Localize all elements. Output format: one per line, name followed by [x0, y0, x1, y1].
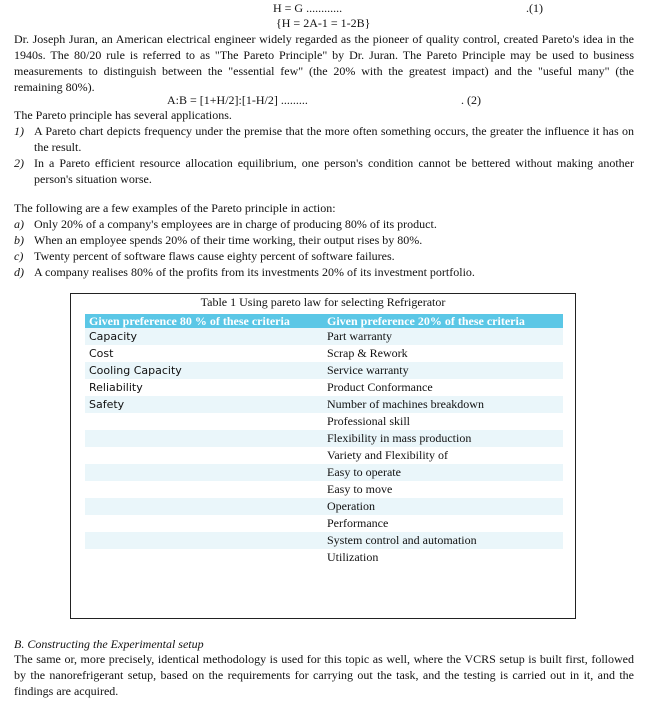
cell-20-percent-criterion: Utilization [323, 549, 563, 566]
list-item-text: When an employee spends 20% of their time working, their output rises by 80%. [34, 233, 423, 247]
examples-heading: The following are a few examples of the Pareto principle in action: [14, 201, 336, 215]
cell-20-percent-criterion: Part warranty [323, 328, 563, 345]
applications-heading: The Pareto principle has several applications. [14, 108, 232, 122]
section-heading: B. Constructing the Experimental setup [14, 637, 204, 651]
intro-paragraph: Dr. Joseph Juran, an American electrical engineer widely regarded as the pioneer of quality control, created Pareto's idea in the 1940s. The 80/20 rule is referred to as "The Pareto Principle" by Dr. Juran. The Pareto Principle may be used to business measurements to distinguish between the "essential few" (the 20% with the greatest impact) and the "useful many" (the remaining 80%). [14, 32, 634, 94]
equation-2-label: . (2) [461, 93, 481, 107]
cell-20-percent-criterion: Performance [323, 515, 563, 532]
cell-80-percent-criterion [85, 430, 323, 447]
table-frame [70, 293, 576, 619]
cell-80-percent-criterion [85, 413, 323, 430]
list-item-text: A company realises 80% of the profits from its investments 20% of its investment portfolio. [34, 265, 475, 279]
cell-80-percent-criterion [85, 549, 323, 566]
table-row [85, 396, 563, 413]
cell-20-percent-criterion: Service warranty [323, 362, 563, 379]
equation-2: A:B = [1+H/2]:[1-H/2] ......... [167, 93, 308, 107]
cell-80-percent-criterion [85, 515, 323, 532]
list-item-text: Twenty percent of software flaws cause eighty percent of software failures. [34, 249, 395, 263]
cell-80-percent-criterion: Capacity [85, 328, 323, 345]
cell-80-percent-criterion [85, 464, 323, 481]
table-row [85, 328, 563, 345]
table-row [85, 413, 563, 430]
list-item [14, 264, 634, 280]
cell-80-percent-criterion: Safety [85, 396, 323, 413]
table-row [85, 379, 563, 396]
list-item [14, 155, 634, 187]
table-row [85, 362, 563, 379]
cell-80-percent-criterion: Reliability [85, 379, 323, 396]
list-item [14, 123, 634, 155]
list-marker: 1) [14, 124, 24, 138]
cell-20-percent-criterion: Scrap & Rework [323, 345, 563, 362]
cell-80-percent-criterion [85, 481, 323, 498]
cell-20-percent-criterion: System control and automation [323, 532, 563, 549]
table-caption: Table 1 Using pareto law for selecting Refrigerator [200, 295, 446, 309]
list-item [14, 232, 634, 248]
examples-list [14, 216, 634, 280]
applications-list [14, 123, 634, 187]
table-row [85, 532, 563, 549]
table-header-row [85, 314, 563, 328]
cell-20-percent-criterion: Easy to operate [323, 464, 563, 481]
equation-1: H = G ............ [273, 1, 343, 15]
cell-20-percent-criterion: Easy to move [323, 481, 563, 498]
table-body [85, 328, 563, 566]
cell-20-percent-criterion: Flexibility in mass production [323, 430, 563, 447]
table-row [85, 464, 563, 481]
cell-80-percent-criterion: Cost [85, 345, 323, 362]
table-row [85, 498, 563, 515]
list-item-text: A Pareto chart depicts frequency under the premise that the more often something occurs, the greater the influence it has on the result. [34, 124, 634, 154]
cell-20-percent-criterion: Professional skill [323, 413, 563, 430]
list-item-text: In a Pareto efficient resource allocation equilibrium, one person's condition cannot be bettered without making another person's situation worse. [34, 156, 634, 186]
column-header-80-percent: Given preference 80 % of these criteria [85, 314, 323, 328]
list-item [14, 248, 634, 264]
table-row [85, 430, 563, 447]
cell-80-percent-criterion: Cooling Capacity [85, 362, 323, 379]
list-item [14, 216, 634, 232]
list-marker: b) [14, 233, 24, 247]
list-item-text: Only 20% of a company's employees are in charge of producing 80% of its product. [34, 217, 437, 231]
cell-20-percent-criterion: Product Conformance [323, 379, 563, 396]
preference-table [85, 314, 563, 566]
cell-80-percent-criterion [85, 498, 323, 515]
cell-80-percent-criterion [85, 532, 323, 549]
list-marker: c) [14, 249, 24, 263]
equation-1-label: .(1) [526, 1, 543, 15]
cell-80-percent-criterion [85, 447, 323, 464]
cell-20-percent-criterion: Number of machines breakdown [323, 396, 563, 413]
equation-1-line-2: {H = 2A-1 = 1-2B} [276, 16, 371, 30]
cell-20-percent-criterion: Variety and Flexibility of [323, 447, 563, 464]
list-marker: d) [14, 265, 24, 279]
table-row [85, 345, 563, 362]
cell-20-percent-criterion: Operation [323, 498, 563, 515]
list-marker: 2) [14, 156, 24, 170]
table-row [85, 515, 563, 532]
column-header-20-percent: Given preference 20% of these criteria [323, 314, 563, 328]
section-paragraph: The same or, more precisely, identical methodology is used for this topic as well, where the VCRS setup is built first, followed by the nanorefrigerant setup, based on the requirements for carrying out the task, and the testing is carried out in it, and the findings are acquired. [14, 652, 634, 698]
list-marker: a) [14, 217, 24, 231]
table-row [85, 549, 563, 566]
table-row [85, 447, 563, 464]
table-row [85, 481, 563, 498]
